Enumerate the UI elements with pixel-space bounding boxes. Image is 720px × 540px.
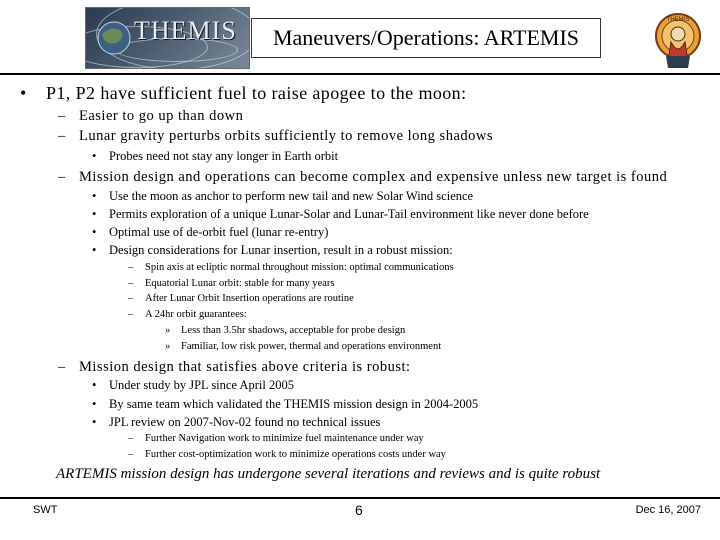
- guarantee-text: Familiar, low risk power, thermal and operations environment: [181, 341, 442, 352]
- earth-icon: [92, 16, 136, 60]
- dash-marker: –: [128, 433, 134, 444]
- chevron-marker: »: [165, 341, 171, 352]
- guarantee-text: Less than 3.5hr shadows, acceptable for probe design: [181, 325, 406, 336]
- mascot-text: THEMIS: [666, 17, 690, 23]
- detail-text: By same team which validated the THEMIS mission design in 2004-2005: [109, 397, 479, 411]
- page-title: Maneuvers/Operations: ARTEMIS: [272, 25, 580, 50]
- dash-marker: –: [58, 128, 66, 144]
- design-item-text: A 24hr orbit guarantees:: [145, 309, 247, 320]
- detail-text: Design considerations for Lunar insertion, result in a robust mission:: [109, 243, 453, 257]
- title-box: [251, 18, 601, 58]
- dash-marker: –: [128, 293, 134, 304]
- detail-text: Under study by JPL since April 2005: [109, 378, 294, 392]
- dash-marker: –: [128, 309, 134, 320]
- detail-text: Optimal use of de-orbit fuel (lunar re-entry): [109, 225, 329, 239]
- sub-bullet-text: Mission design and operations can become complex and expensive unless new target is found: [79, 169, 668, 185]
- footer-date: Dec 16, 2007: [635, 504, 701, 516]
- chevron-marker: »: [165, 325, 171, 336]
- review-item-text: Further cost-optimization work to minimize operations costs under way: [145, 449, 446, 460]
- sub-bullet-text: Lunar gravity perturbs orbits sufficiently to remove long shadows: [79, 128, 493, 144]
- detail-text: JPL review on 2007-Nov-02 found no technical issues: [109, 415, 381, 429]
- footer-divider: [0, 497, 720, 499]
- bullet-marker: •: [92, 225, 97, 239]
- bullet-marker: •: [92, 149, 97, 163]
- bullet-marker: •: [92, 378, 97, 392]
- design-item-text: Spin axis at ecliptic normal throughout mission: optimal communications: [145, 262, 454, 273]
- sub-bullet-text: Mission design that satisfies above criteria is robust:: [79, 359, 411, 375]
- sub-bullet-text: Easier to go up than down: [79, 108, 244, 124]
- logo-text: THEMIS: [134, 16, 237, 45]
- header-divider: [0, 73, 720, 75]
- detail-text: Permits exploration of a unique Lunar-Solar and Lunar-Tail environment like never done before: [109, 207, 589, 221]
- dash-marker: –: [128, 262, 134, 273]
- dash-marker: –: [128, 278, 134, 289]
- review-item-text: Further Navigation work to minimize fuel maintenance under way: [145, 433, 424, 444]
- footer-left: SWT: [33, 504, 58, 516]
- dash-marker: –: [58, 169, 66, 185]
- detail-text: Probes need not stay any longer in Earth orbit: [109, 149, 339, 163]
- main-bullet-text: P1, P2 have sufficient fuel to raise apogee to the moon:: [46, 83, 467, 103]
- bullet-marker: •: [92, 397, 97, 411]
- design-item-text: After Lunar Orbit Insertion operations are routine: [145, 293, 354, 304]
- design-item-text: Equatorial Lunar orbit: stable for many years: [145, 278, 335, 289]
- dash-marker: –: [128, 449, 134, 460]
- page-number: 6: [355, 502, 363, 518]
- bullet-marker: •: [20, 83, 27, 103]
- dash-marker: –: [58, 108, 66, 124]
- closing-statement: ARTEMIS mission design has undergone several iterations and reviews and is quite robust: [56, 466, 601, 482]
- bullet-marker: •: [92, 189, 97, 203]
- bullet-marker: •: [92, 243, 97, 257]
- bullet-marker: •: [92, 415, 97, 429]
- themis-logo: [85, 7, 250, 69]
- dash-marker: –: [58, 359, 66, 375]
- themis-mascot-logo: [652, 12, 704, 70]
- bullet-marker: •: [92, 207, 97, 221]
- detail-text: Use the moon as anchor to perform new tail and new Solar Wind science: [109, 189, 474, 203]
